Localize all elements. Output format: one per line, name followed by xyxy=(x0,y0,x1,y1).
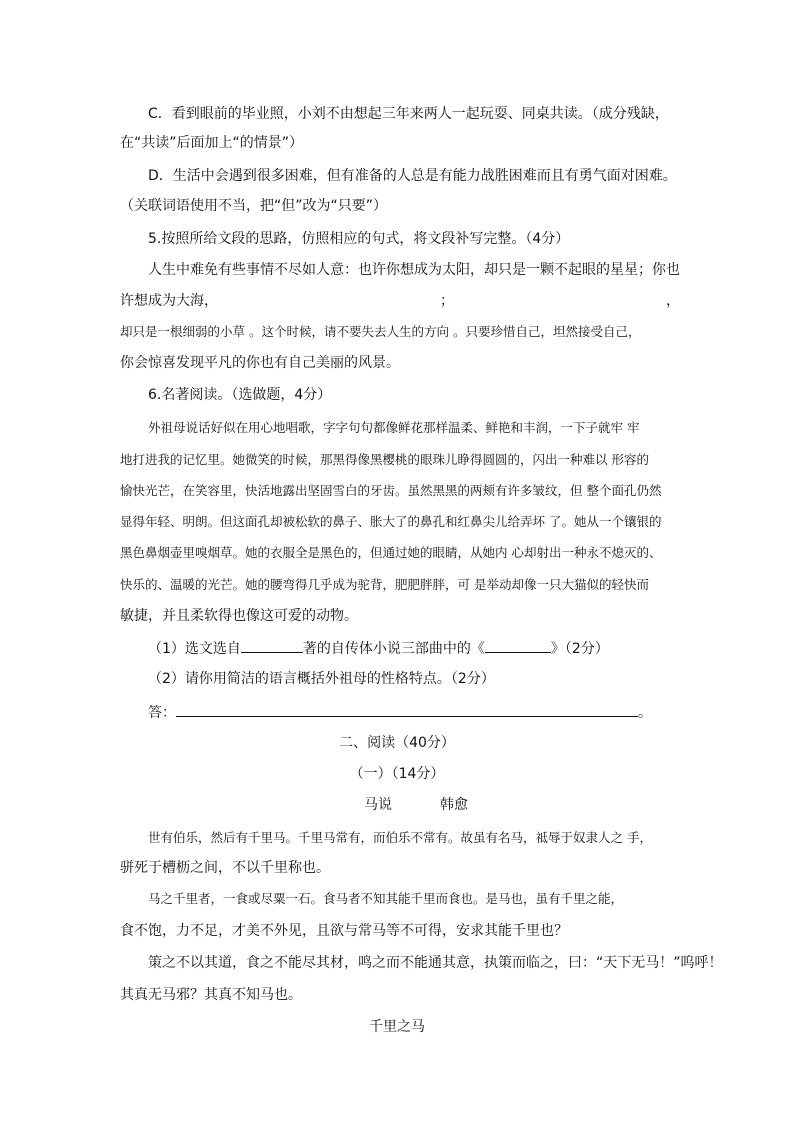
answer-line xyxy=(148,702,652,723)
reading-line4: 显得年轻、明朗。但这面孔却被松软的鼻子、胀大了的鼻孔和红鼻尖儿给弄坏 了。她从一个镶银的 xyxy=(120,514,662,529)
essay-line4: 食不饱，力不足，才美不外见，且欲与常马等不可得，安求其能千里也？ xyxy=(120,923,568,939)
passage-5-line4: 你会惊喜发现平凡的你也有自己美丽的风景。 xyxy=(120,355,400,371)
essay-line1: 世有伯乐，然后有千里马。千里马常有，而伯乐不常有。故虽有名马，祗辱于奴隶人之 手， xyxy=(148,830,652,845)
passage-5-line2-text: 许想成为大海， xyxy=(120,293,218,309)
subsection-1-heading: （一）（14分） xyxy=(349,766,445,782)
option-c-line1: C．看到眼前的毕业照，小刘不由想起三年来两人一起玩耍、同桌共读。（成分残缺， xyxy=(148,106,669,122)
passage-5-semicolon: ； xyxy=(440,293,454,309)
passage-5-comma: ， xyxy=(666,293,680,309)
question-6: 6.名著阅读。（选做题，4分） xyxy=(148,387,332,403)
passage-5-line2 xyxy=(120,291,680,311)
reading-line5: 黑色鼻烟壶里嗅烟草。她的衣服全是黑色的，但通过她的眼睛，从她内 心却射出一种永不熄灭的、 xyxy=(120,545,662,560)
essay-title: 马说 xyxy=(364,797,392,813)
question-5: 5.按照所给文段的思路，仿照相应的句式，将文段补写完整。（4分） xyxy=(148,231,570,247)
sub-question-1 xyxy=(148,638,609,659)
passage-5-line1: 人生中难免有些事情不尽如人意：也许你想成为太阳，却只是一颗不起眼的星星；你也 xyxy=(148,262,680,278)
answer-label: 答： xyxy=(148,705,176,721)
essay-line5: 策之不以其道，食之不能尽其材，鸣之而不能通其意，执策而临之，曰：“天下无马！”呜呼！ xyxy=(148,955,723,971)
reading-line6: 快乐的、温暖的光芒。她的腰弯得几乎成为驼背，肥肥胖胖，可 是举动却像一只大猫似的轻快而 xyxy=(120,577,649,592)
reading-line1: 外祖母说话好似在用心地唱歌，字字句句都像鲜花那样温柔、鲜艳和丰润，一下子就牢 牢 xyxy=(148,420,640,435)
answer-end-mark: 。 xyxy=(638,705,652,721)
essay-line2: 骈死于槽枥之间，不以千里称也。 xyxy=(120,860,330,876)
option-c-line2: 在“共读”后面加上“的情景”） xyxy=(120,135,304,151)
essay-author: 韩愈 xyxy=(440,797,468,813)
reading-line3: 愉快光芒，在笑容里，快活地露出坚固雪白的牙齿。虽然黑黑的两颊有许多皱纹，但 整个面孔仍然 xyxy=(120,483,662,498)
reading-line2: 地打进我的记忆里。她微笑的时候，那黑得像黑樱桃的眼珠儿睁得圆圆的，闪出一种难以 形容的 xyxy=(120,452,649,467)
answer-blank[interactable] xyxy=(176,702,638,717)
author-answer-blank[interactable] xyxy=(241,638,303,653)
sub-question-2: （2）请你用简洁的语言概括外祖母的性格特点。（2分） xyxy=(148,671,495,687)
sub-question-1-score: 》（2分） xyxy=(550,641,609,657)
essay-line6: 其真无马邪？其真不知马也。 xyxy=(120,987,302,1003)
reading-line7: 敏捷，并且柔软得也像这可爱的动物。 xyxy=(120,608,358,624)
section-2-heading: 二、阅读（40分） xyxy=(339,735,455,751)
sub-question-1-text2: 著的自传体小说三部曲中的《 xyxy=(302,641,485,657)
essay-line3: 马之千里者，一食或尽粟一石。食马者不知其能千里而食也。是马也，虽有千里之能， xyxy=(148,891,624,906)
passage-5-line3: 却只是一根细弱的小草 。这个时候，请不要失去人生的方向 。只要珍惜自己，坦然接受自己， xyxy=(120,324,641,339)
book-title-answer-blank[interactable] xyxy=(485,638,551,653)
bottom-heading: 千里之马 xyxy=(369,1019,425,1035)
sub-question-1-text: （1）选文选自 xyxy=(148,641,241,657)
option-d-line1: D．生活中会遇到很多困难，但有准备的人总是有能力战胜困难而且有勇气面对困难。 xyxy=(148,168,677,184)
option-d-line2: （关联词语使用不当，把“但”改为“只要”） xyxy=(120,198,388,214)
